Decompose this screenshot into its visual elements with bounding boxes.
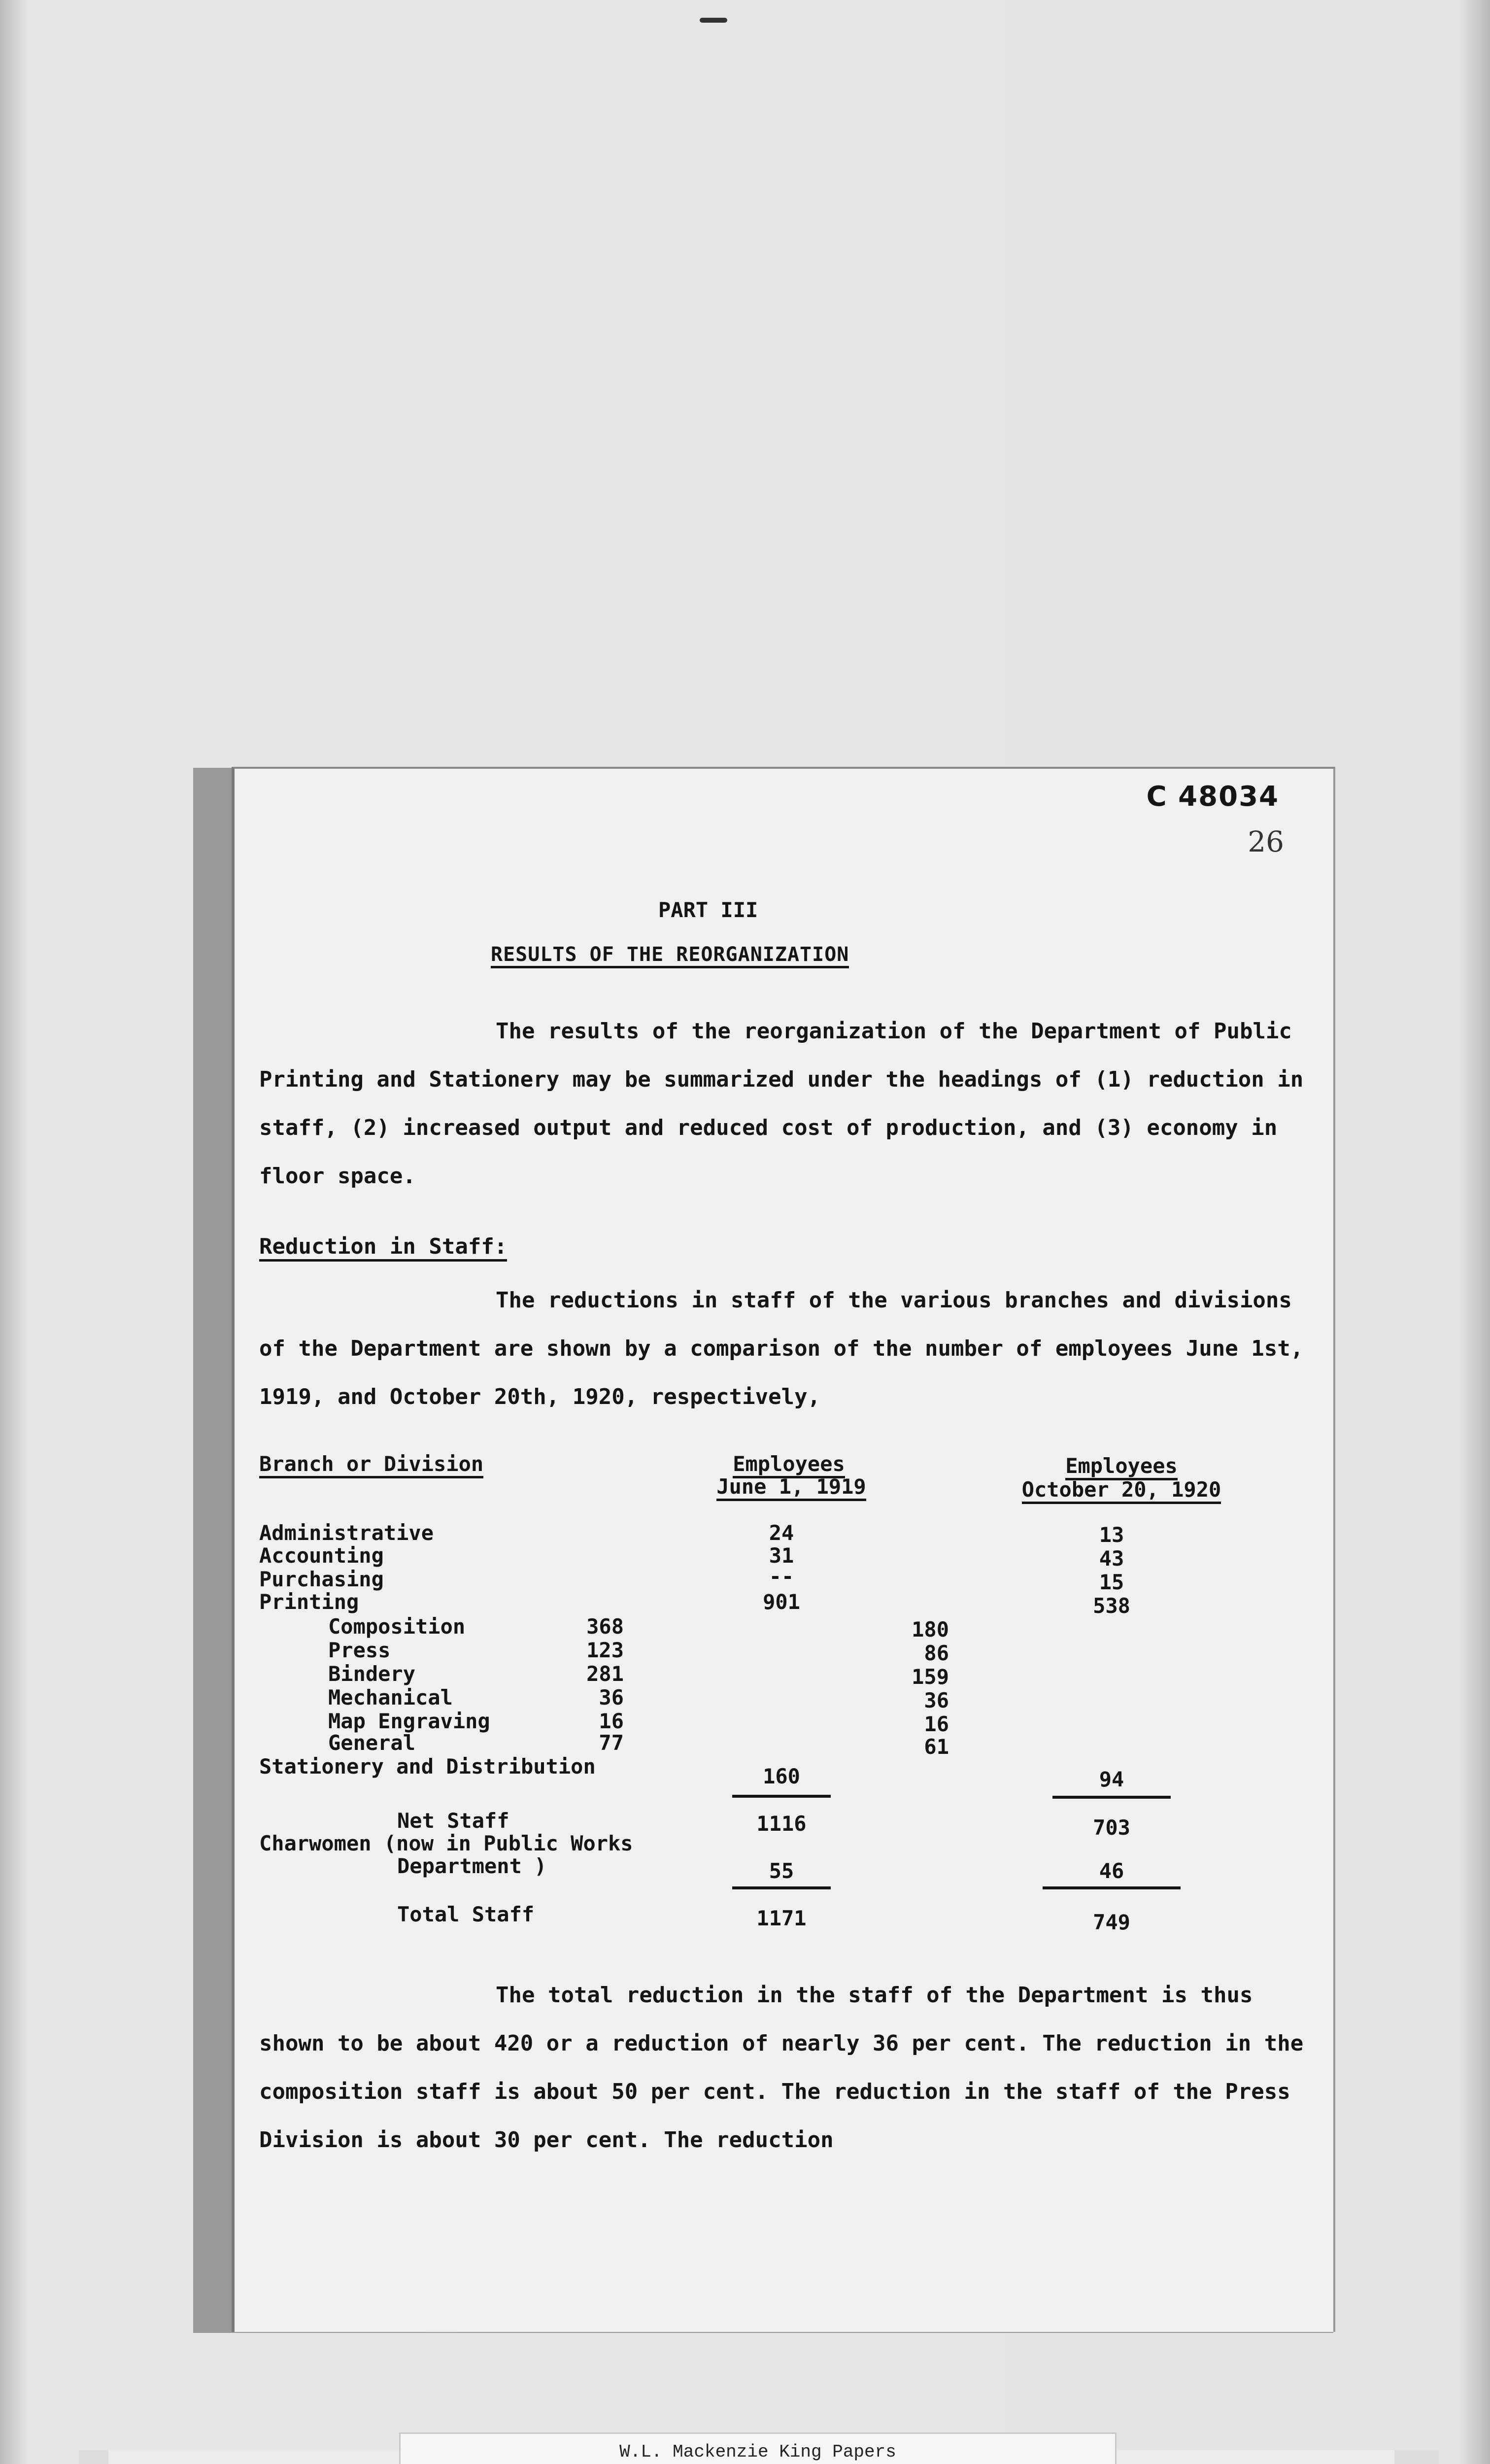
total-rule-1920 — [1043, 1886, 1181, 1889]
col-1920-date: October 20, 1920 — [1022, 1477, 1221, 1504]
table-row-1919: 1171 — [756, 1906, 807, 1930]
table-row-label: Stationery and Distribution — [259, 1754, 596, 1779]
table-col-1920 — [1003, 1454, 1240, 1478]
table-subrow-1920: 36 — [924, 1688, 949, 1712]
table-row-1919: 24 — [769, 1521, 794, 1545]
section-title — [259, 1234, 507, 1259]
table-row-1919: 31 — [769, 1543, 794, 1568]
page-number: 26 — [1248, 825, 1284, 858]
table-row-1920: 538 — [1093, 1594, 1130, 1618]
table-subrow-label: Bindery — [328, 1662, 416, 1686]
document-heading: RESULTS OF THE REORGANIZATION — [491, 943, 849, 968]
table-subrow-label: Mechanical — [328, 1685, 453, 1710]
table-row-1919: 160 — [763, 1764, 800, 1788]
part-title: PART III — [658, 898, 758, 922]
table-subrow-1919: 281 — [586, 1662, 624, 1686]
table-row-label: Printing — [259, 1590, 359, 1614]
table-row-1920: 13 — [1099, 1523, 1124, 1547]
table-row-1920: 43 — [1099, 1546, 1124, 1571]
table-row-1920: 94 — [1099, 1767, 1124, 1791]
table-row-label: Accounting — [259, 1543, 384, 1568]
col-1919-date: June 1, 1919 — [716, 1474, 866, 1501]
intro-paragraph: The results of the reorganization of the Department of Public Printing and Stationery may be summarized under the headings of (1) reduction in staff, (2) increased output and reduced cost of production, and (3) economy in floor space. — [259, 1019, 1304, 1189]
table-subrow-label: General — [328, 1731, 416, 1755]
table-subrow-1919: 77 — [599, 1731, 624, 1755]
subtotal-rule-1919 — [732, 1795, 831, 1798]
closing-paragraph: The total reduction in the staff of the Department is thus shown to be about 420 or a reduction of nearly 36 per cent. The reduction in the composition staff is about 50 per cent. The reduction in the staff of the Press Division is about 30 per cent. The reduction — [259, 1983, 1304, 2153]
table-row-label: Total Staff — [397, 1902, 535, 1926]
table-row-label: Net Staff — [397, 1809, 509, 1833]
table-row-1919: 1116 — [756, 1812, 807, 1836]
section-title-text: Reduction in Staff: — [259, 1234, 507, 1262]
table-subrow-1920: 86 — [924, 1641, 949, 1665]
col-1919-title: Employees — [733, 1452, 845, 1478]
table-col-1919-date — [688, 1474, 895, 1499]
subtotal-rule-1920 — [1052, 1796, 1171, 1799]
reference-number: C 48034 — [1146, 781, 1279, 813]
table-subrow-1919: 16 — [599, 1709, 624, 1733]
table-subrow-label: Press — [328, 1638, 391, 1662]
table-subrow-1920: 180 — [912, 1617, 949, 1642]
section-paragraph: The reductions in staff of the various branches and divisions of the Department are shown by a comparison of the number of employees June 1st, 1919, and October 20th, 1920, respectively, — [259, 1288, 1304, 1409]
col-1920-title: Employees — [1065, 1454, 1178, 1480]
table-col-1920-date — [983, 1477, 1259, 1502]
table-row-1920: 749 — [1093, 1910, 1130, 1934]
table-row-1920: 46 — [1099, 1859, 1124, 1883]
table-subrow-1919: 36 — [599, 1685, 624, 1710]
collection-label-line-1: W.L. Mackenzie King Papers — [619, 2442, 896, 2462]
collection-label — [399, 2432, 1117, 2464]
top-mark — [700, 18, 727, 23]
table-row-1919: 55 — [769, 1859, 794, 1883]
table-row-label-cont: Department ) — [397, 1854, 547, 1878]
document-page — [232, 767, 1335, 2332]
table-subrow-label: Composition — [328, 1614, 466, 1639]
table-subrow-label: Map Engraving — [328, 1709, 490, 1733]
table-row-label: Administrative — [259, 1521, 434, 1545]
table-row-1919: 901 — [763, 1590, 800, 1614]
table-subrow-1919: 368 — [586, 1614, 624, 1639]
table-row-1920: 703 — [1093, 1815, 1130, 1840]
branch-header: Branch or Division — [259, 1452, 483, 1478]
table-subrow-1920: 61 — [924, 1735, 949, 1759]
table-subrow-1920: 16 — [924, 1712, 949, 1736]
table-row-label: Purchasing — [259, 1567, 384, 1591]
table-col-branch — [259, 1452, 483, 1476]
table-subrow-1920: 159 — [912, 1665, 949, 1689]
table-row-1920: 15 — [1099, 1570, 1124, 1594]
table-col-1919 — [708, 1452, 870, 1476]
total-rule-1919 — [732, 1886, 831, 1889]
table-row-1919: -- — [769, 1564, 794, 1588]
table-subrow-1919: 123 — [586, 1638, 624, 1662]
table-row-label: Charwomen (now in Public Works — [259, 1831, 633, 1855]
